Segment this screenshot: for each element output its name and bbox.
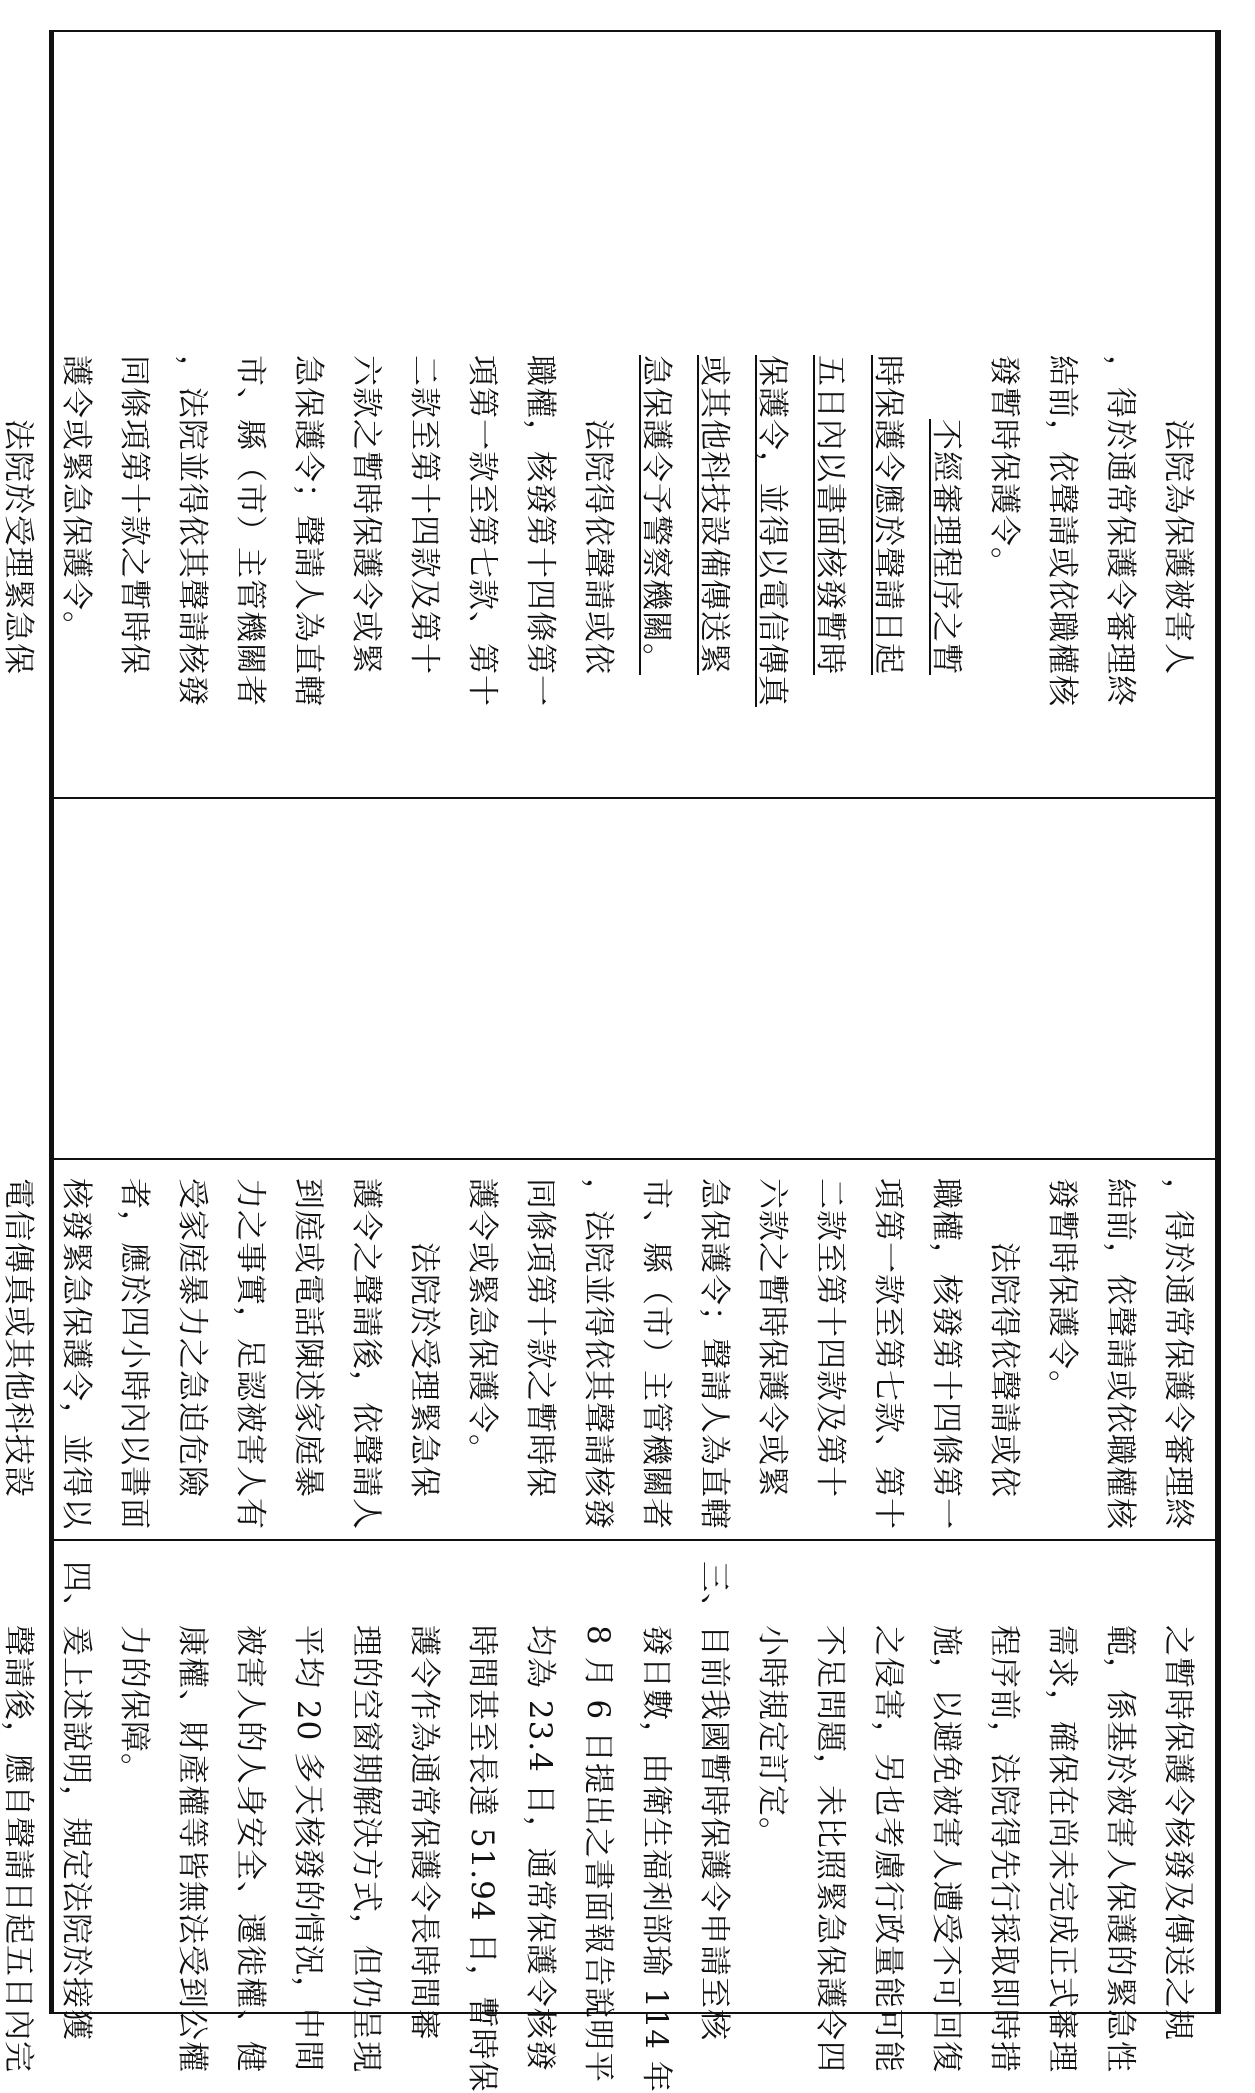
text-line (1149, 355, 1207, 777)
text-line (279, 355, 337, 777)
text-line (627, 1561, 685, 2093)
text-line (511, 1561, 569, 2072)
line-text: 均為 23.4 日，通常保護令核發 (522, 1625, 558, 2072)
text-line (685, 355, 743, 777)
text-line (801, 1178, 859, 1519)
line-text: 時間甚至長達 51.94 日，暫時保 (464, 1625, 500, 2093)
line-text: 五日內以書面核發暫時 (812, 355, 848, 675)
text-line (453, 1178, 511, 1519)
line-text: 職權，核發第十四條第一 (522, 355, 558, 707)
text-line (0, 1178, 47, 1519)
text-line (917, 355, 975, 777)
line-text: 聲請後，應自聲請日起五日內完 (0, 1625, 36, 2073)
text-line (801, 1561, 859, 2073)
text-line (221, 1178, 279, 1530)
line-text: 發暫時保護令。 (986, 355, 1022, 579)
text-line (569, 355, 627, 777)
line-text: 急保護令；聲請人為直轄 (696, 1178, 732, 1530)
line-text: 護令或緊急保護令。 (58, 355, 94, 643)
line-text: 之暫時保護令核發及傳送之規 (1160, 1625, 1196, 2041)
text-line (337, 1561, 395, 2073)
line-text: 不足問題，未比照緊急保護令四 (812, 1625, 848, 2073)
text-line (511, 355, 569, 777)
text-line (743, 355, 801, 777)
list-text: 爰上述說明，規定法院於接獲 (58, 1625, 94, 2041)
line-text: 六款之暫時保護令或緊 (754, 1178, 790, 1498)
line-text: 法院於受理緊急保 (406, 1242, 442, 1498)
text-line (569, 1178, 627, 1530)
line-text: 項第一款至第七款、第十 (870, 1178, 906, 1530)
text-line (279, 1178, 337, 1519)
current-text-column (0, 1158, 1221, 1539)
line-text: 職權，核發第十四條第一 (928, 1178, 964, 1530)
text-line (917, 1178, 975, 1530)
text-line (279, 1561, 337, 2073)
line-text: 需求，確保在尚未完成正式審理 (1044, 1625, 1080, 2073)
line-text: 法院為保護被害人 (1160, 419, 1196, 675)
line-text: 市、縣（市）主管機關者 (638, 1178, 674, 1530)
line-text: 不經審理程序之暫 (928, 419, 964, 675)
text-line (859, 1178, 917, 1530)
text-line (1033, 1561, 1091, 2073)
text-line (1091, 1178, 1149, 1530)
text-line (627, 355, 685, 777)
line-text: 8 月 6 日提出之書面報告說明平 (580, 1625, 616, 2084)
line-text: ，得於通常保護令審理終 (1160, 1178, 1196, 1530)
text-line (975, 355, 1033, 777)
line-text: 結前，依聲請或依職權核 (1102, 1178, 1138, 1530)
line-text: 二款至第十四款及第十 (812, 1178, 848, 1498)
text-line (105, 355, 163, 777)
explanation-column (0, 1541, 1221, 2093)
text-line (221, 355, 279, 777)
text-line (337, 355, 395, 777)
text-line (743, 1561, 801, 1992)
text-line (453, 1561, 511, 2093)
text-line (0, 355, 47, 777)
text-line (47, 1178, 105, 1530)
line-text: 法院得依聲請或依 (580, 419, 616, 675)
line-text: 二款至第十四款及第十 (406, 355, 442, 675)
text-line (105, 1178, 163, 1530)
line-text: 法院得依聲請或依 (986, 1242, 1022, 1498)
text-line (47, 355, 105, 777)
text-line (47, 1561, 105, 2041)
text-line (975, 1561, 1033, 2073)
line-text: 六款之暫時保護令或緊 (348, 355, 384, 675)
text-line (0, 1561, 47, 2073)
text-line (163, 1178, 221, 1519)
line-text: 之侵害，另也考慮行政量能可能 (870, 1625, 906, 2073)
line-text: ，得於通常保護令審理終 (1102, 355, 1138, 707)
amended-text-column (0, 335, 1221, 797)
line-text: 施，以避免被害人遭受不可回復 (928, 1625, 964, 2073)
line-text: 發日數，由衛生福利部瑜 114 年 (638, 1625, 674, 2093)
text-line (163, 355, 221, 777)
text-line (453, 355, 511, 777)
text-line (1033, 355, 1091, 777)
text-line (511, 1178, 569, 1519)
line-text: 被害人的人身安全、遷徙權、健 (232, 1625, 268, 2073)
line-text: 保護令，並得以電信傳真 (754, 355, 790, 707)
text-line (1091, 1561, 1149, 2073)
line-text: 急保護令；聲請人為直轄 (290, 355, 326, 707)
line-text: 發暫時保護令。 (1044, 1178, 1080, 1402)
line-text: 理的空窗期解決方式，但仍呈現 (348, 1625, 384, 2073)
text-line (163, 1561, 221, 2073)
line-text: 護令之聲請後，依聲請人 (348, 1178, 384, 1530)
line-text: 電信傳真或其他科技設 (0, 1178, 36, 1498)
list-number: 四、 (58, 1561, 94, 1625)
line-text: 同條項第十款之暫時保 (522, 1178, 558, 1498)
line-text: 法院於受理緊急保 (0, 419, 36, 675)
line-text: 急保護令予警察機關。 (638, 355, 674, 675)
text-line (1033, 1178, 1091, 1519)
text-line (395, 1561, 453, 2041)
line-text: 護令作為通常保護令長時間審 (406, 1625, 442, 2041)
text-line (1149, 1561, 1207, 2041)
line-text: 時保護令應於聲請日起 (870, 355, 906, 675)
line-text: 或其他科技設備傳送緊 (696, 355, 732, 675)
text-line (685, 1561, 743, 2041)
line-text: ，法院並得依其聲請核發 (580, 1178, 616, 1530)
line-text: 核發緊急保護令，並得以 (58, 1178, 94, 1530)
text-line (221, 1561, 279, 2073)
text-line (1149, 1178, 1207, 1530)
text-line (685, 1178, 743, 1530)
line-text: 力之事實，足認被害人有 (232, 1178, 268, 1530)
line-text: 同條項第十款之暫時保 (116, 355, 152, 675)
line-text: 平均 20 多天核發的情況，中間 (290, 1625, 326, 2073)
line-text: 程序前，法院得先行採取即時措 (986, 1625, 1022, 2073)
line-text: 市、縣（市）主管機關者 (232, 355, 268, 707)
text-line (395, 355, 453, 777)
text-line (743, 1178, 801, 1519)
text-line (395, 1178, 453, 1519)
text-line (917, 1561, 975, 2073)
list-number: 三、 (696, 1561, 732, 1625)
line-text: 康權、財產權等皆無法受到公權 (174, 1625, 210, 2073)
line-text: 者，應於四小時內以書面 (116, 1178, 152, 1530)
line-text: 項第一款至第七款、第十 (464, 355, 500, 707)
text-line (859, 1561, 917, 2073)
column-divider (49, 797, 1221, 799)
text-line (801, 355, 859, 777)
text-line (105, 1561, 163, 1992)
line-text: 結前，依聲請或依職權核 (1044, 355, 1080, 707)
line-text: 小時規定訂定。 (754, 1625, 790, 1849)
line-text: ，法院並得依其聲請核發 (174, 355, 210, 707)
column-divider (49, 30, 1221, 32)
text-line (859, 355, 917, 777)
line-text: 力的保障。 (116, 1625, 152, 1785)
line-text: 護令或緊急保護令。 (464, 1178, 500, 1466)
text-line (627, 1178, 685, 1530)
line-text: 範，係基於被害人保護的緊急性 (1102, 1625, 1138, 2073)
text-line (975, 1178, 1033, 1519)
text-line (569, 1561, 627, 2084)
text-line (337, 1178, 395, 1530)
line-text: 受家庭暴力之急迫危險 (174, 1178, 210, 1498)
list-text: 目前我國暫時保護令申請至核 (696, 1625, 732, 2041)
line-text: 到庭或電話陳述家庭暴 (290, 1178, 326, 1498)
text-line (1091, 355, 1149, 777)
